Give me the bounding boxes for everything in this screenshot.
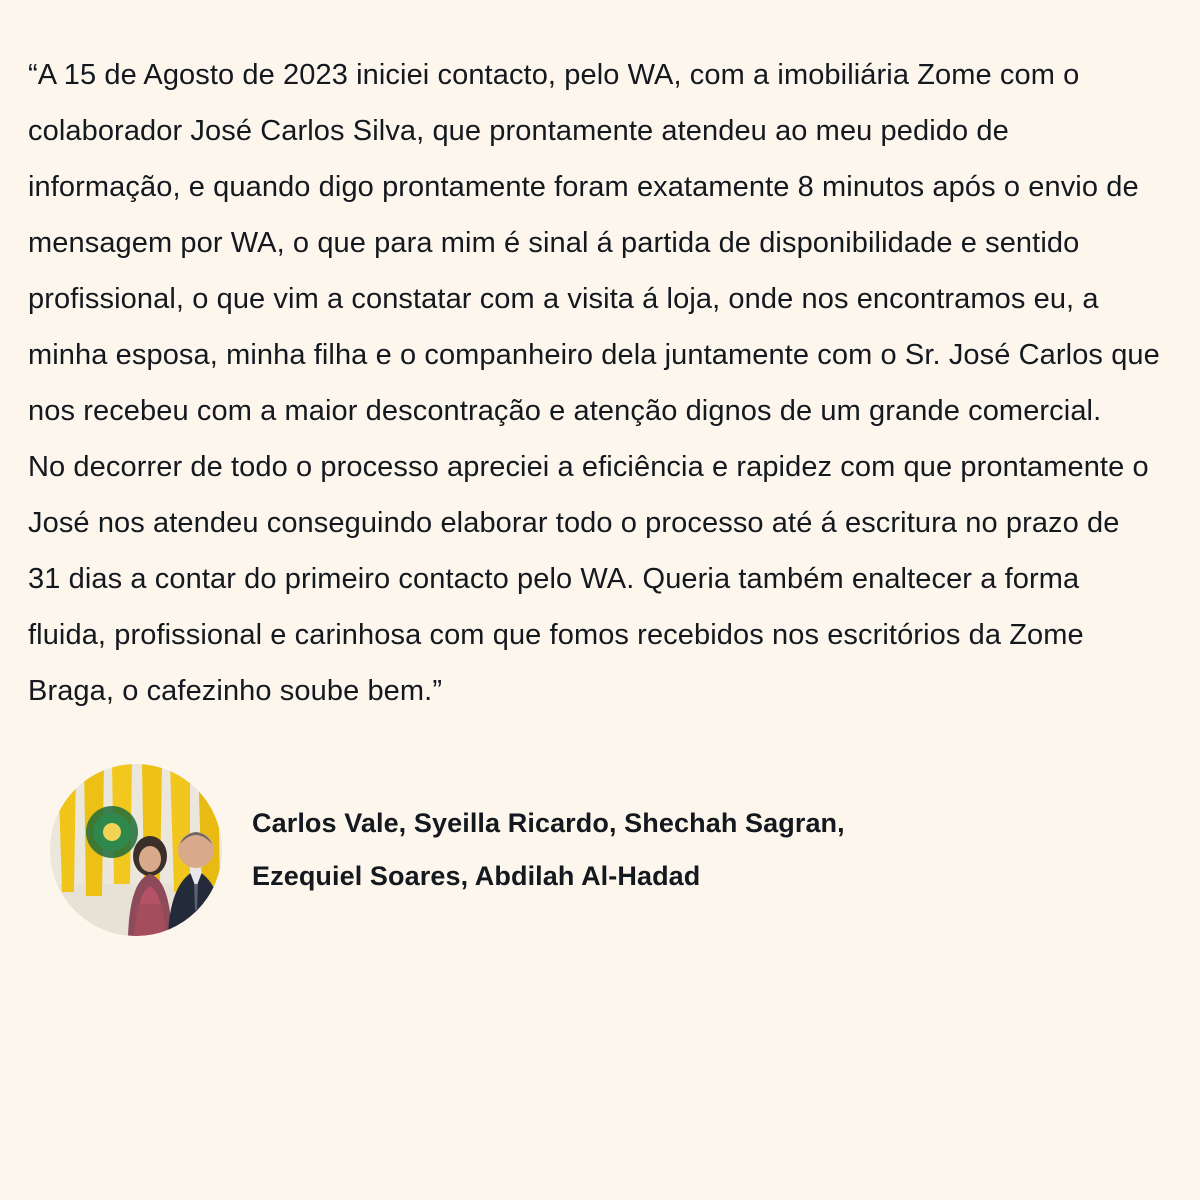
author-line: Ezequiel Soares, Abdilah Al-Hadad — [252, 860, 701, 891]
quote-paragraph: No decorrer de todo o processo apreciei a eficiência e rapidez com que prontamente o José nos atendeu conseguindo elaborar todo o processo até á escritura no prazo de 31 dias a contar do primeiro contacto pelo WA. Queria também enaltecer a forma fluida, profissional e carinhosa com que fomos recebidos nos escritórios da Zome Braga, o cafezinho soube bem.” — [28, 450, 1149, 707]
testimonial-quote — [28, 48, 1160, 720]
author-line: Carlos Vale, Syeilla Ricardo, Shechah Sagran, — [252, 807, 845, 838]
avatar — [50, 764, 222, 936]
quote-paragraph: “A 15 de Agosto de 2023 iniciei contacto, pelo WA, com a imobiliária Zome com o colaborador José Carlos Silva, que prontamente atendeu ao meu pedido de informação, e quando digo prontamente foram exatamente 8 minutos após o envio de mensagem por WA, o que para mim é sinal á partida de disponibilidade e sentido profissional, o que vim a constatar com a visita á loja, onde nos encontramos eu, a minha esposa, minha filha e o companheiro dela juntamente com o Sr. José Carlos que nos recebeu com a maior descontração e atenção dignos de um grande comercial. — [28, 59, 1160, 427]
author-name — [252, 797, 845, 902]
testimonial-attribution — [28, 764, 1160, 936]
